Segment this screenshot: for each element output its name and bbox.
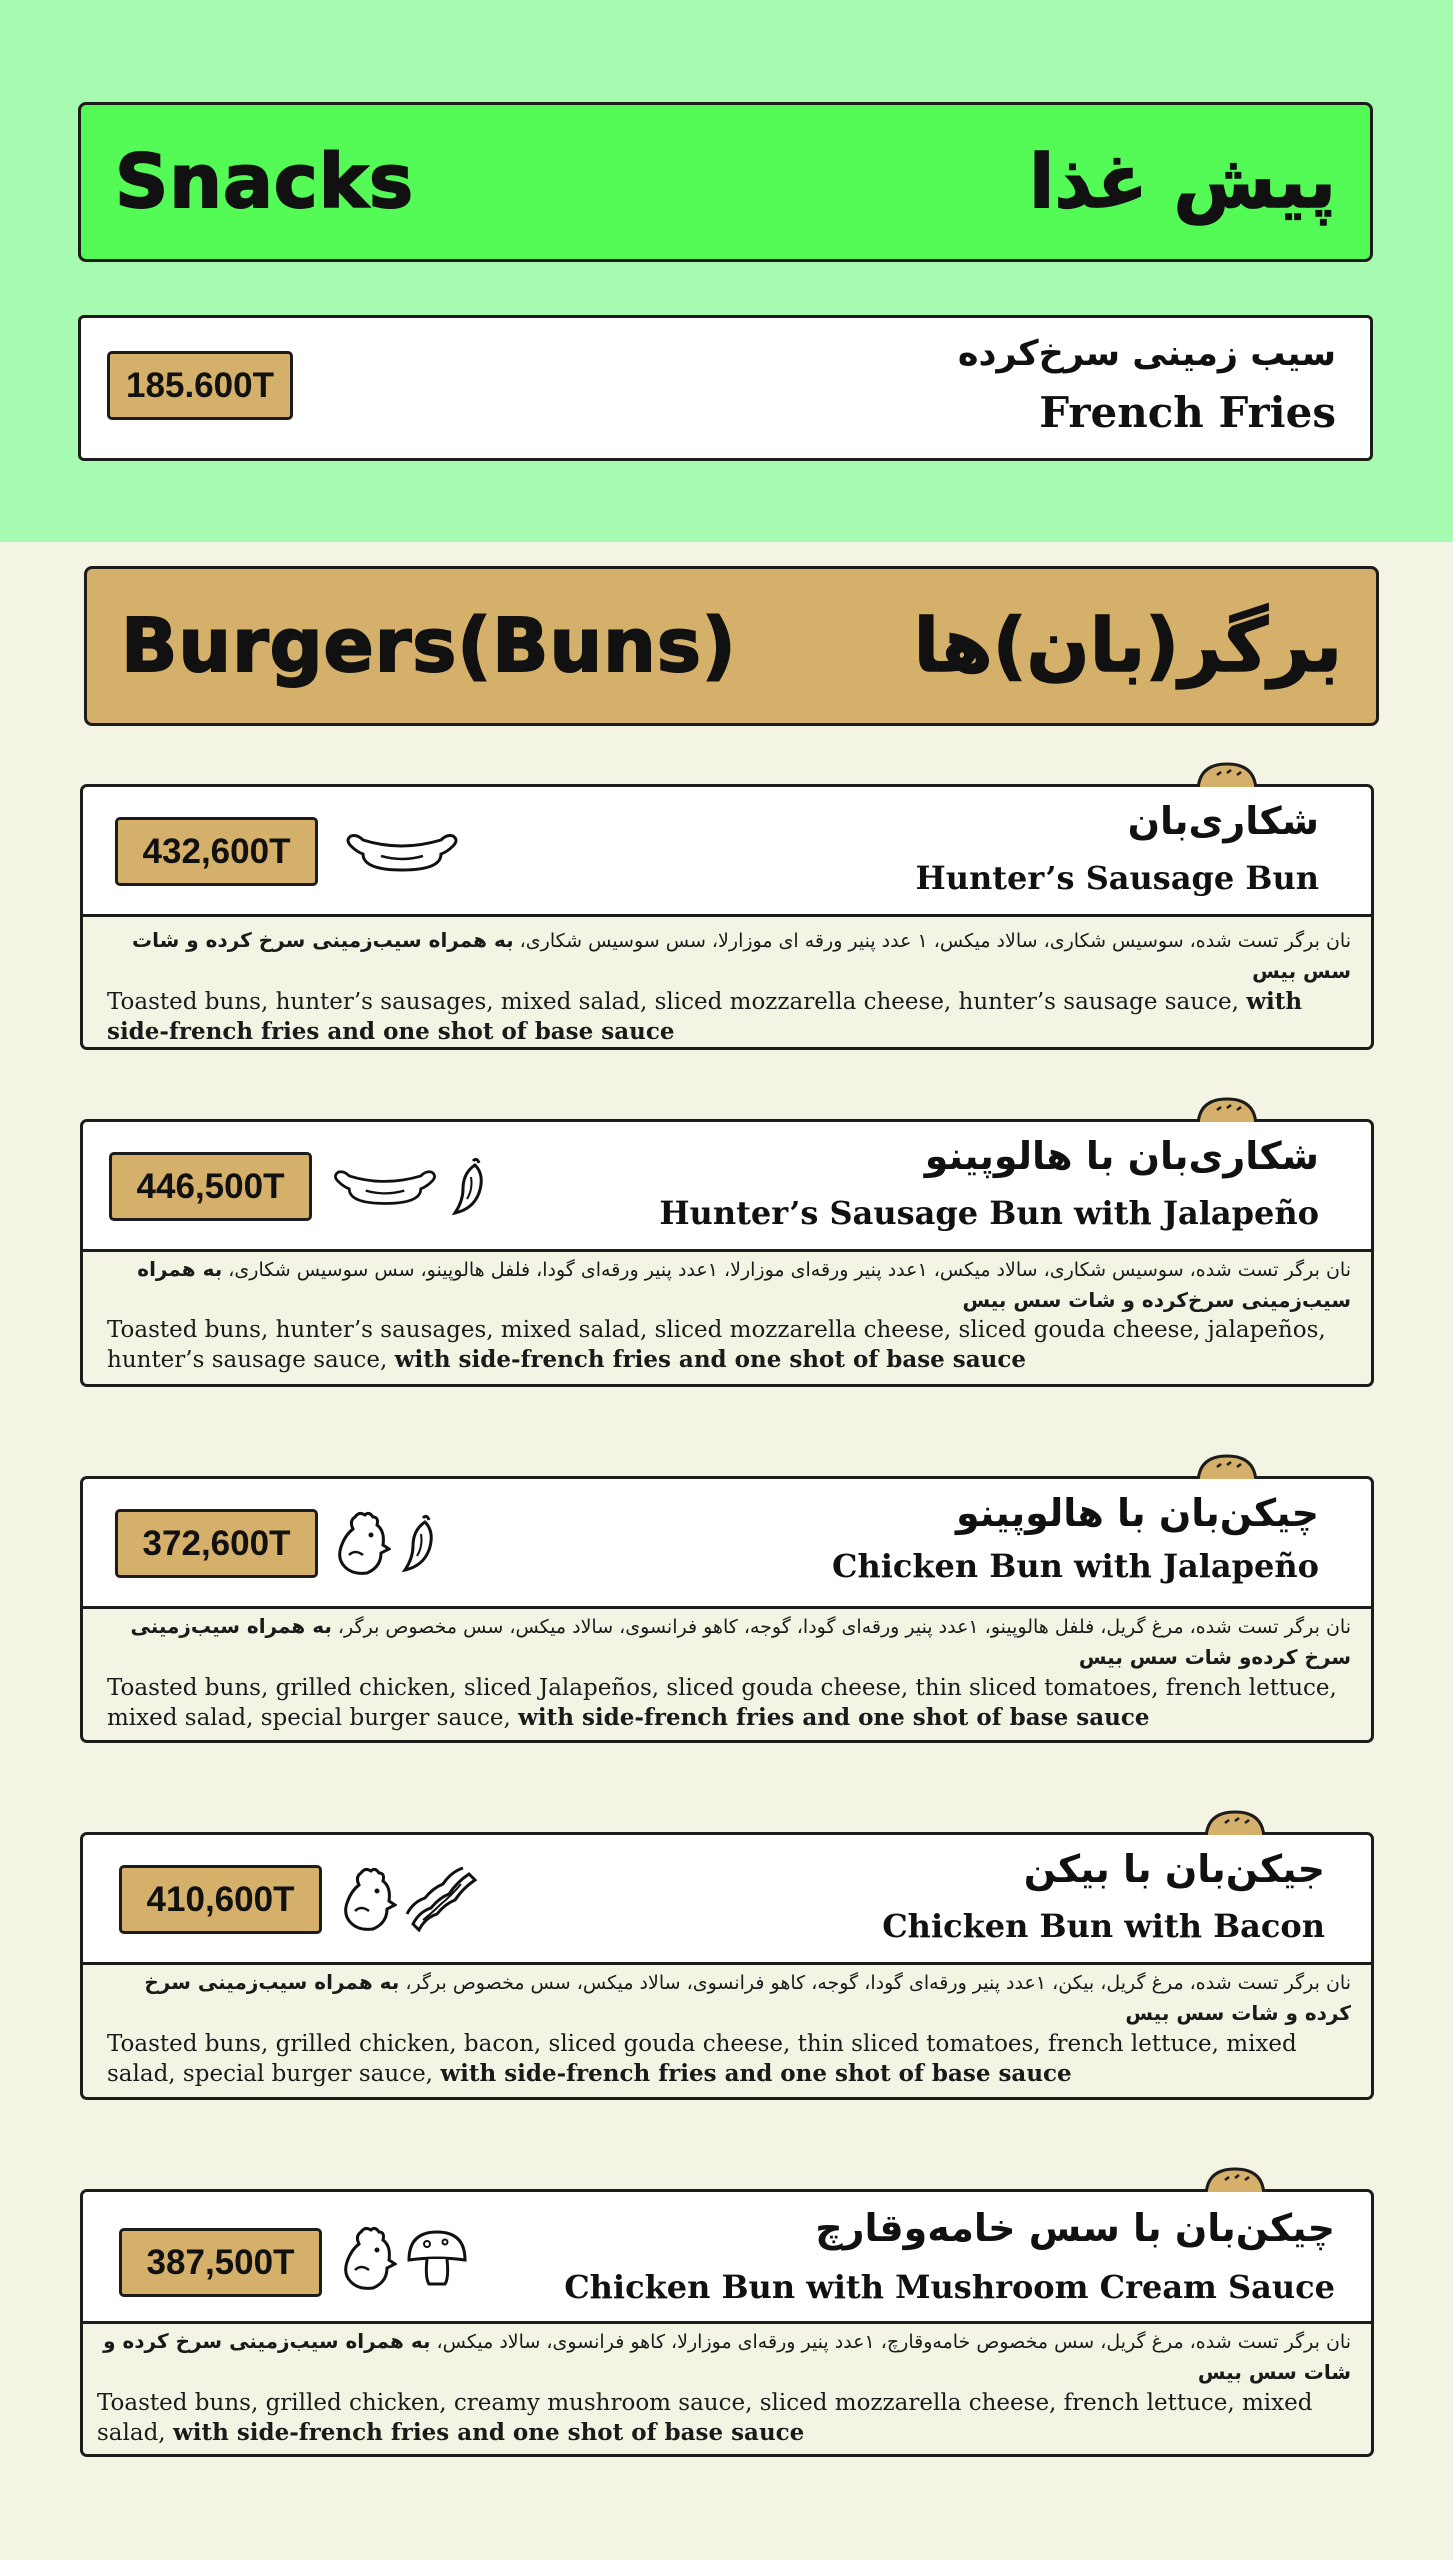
- item-name-en: Hunter’s Sausage Bun with Jalapeño: [659, 1194, 1319, 1232]
- description-fa: نان برگر تست شده، مرغ گریل، سس مخصوص خامه‌وقارچ، ۱عدد پنیر ورقه‌ای موزارلا، کاهو فرانسوی، سالاد میکس، به همراه سیب‌زمینی سرخ کرده و شات سس بیس: [103, 2329, 1351, 2384]
- item-description: [83, 1252, 1371, 1383]
- description-fa: نان برگر تست شده، سوسیس شکاری، سالاد میکس، ۱عدد پنیر ورقه‌ای موزارلا، ۱عدد پنیر ورقه‌ای گودا، فلفل هالوپینو، سس سوسیس شکاری، به همراه سیب‌زمینی سرخ‌کرده و شات سس بیس: [137, 1257, 1351, 1312]
- chicken-icon: [339, 2224, 397, 2292]
- price-badge: 185.600T: [107, 351, 293, 420]
- sausage-icon: [341, 826, 463, 876]
- item-name-fa: شکاری‌بان: [1127, 799, 1319, 843]
- item-name-fa: جیکن‌بان با بیکن: [1023, 1847, 1325, 1891]
- snacks-title-fa: پیش غذا: [1028, 139, 1336, 225]
- burgers-header: [84, 566, 1379, 726]
- sausage-icon: [329, 1161, 441, 1211]
- menu-item-french-fries[interactable]: [78, 315, 1373, 461]
- price-badge: 372,600T: [115, 1509, 318, 1578]
- price-badge: 387,500T: [119, 2228, 322, 2297]
- menu-item-chicken-bun-mushroom[interactable]: [80, 2189, 1374, 2457]
- burgers-title-fa: برگر(بان)ها: [913, 603, 1342, 689]
- chicken-icon: [333, 1509, 391, 1577]
- description-fa: نان برگر تست شده، مرغ گریل، بیکن، ۱عدد پنیر ورقه‌ای گودا، گوجه، کاهو فرانسوی، سالاد میکس، سس مخصوص برگر، به همراه سیب‌زمینی سرخ کرده و شات سس بیس: [144, 1970, 1351, 2025]
- item-name-fa: شکاری‌بان با هالوپینو: [924, 1134, 1319, 1178]
- item-name-en: French Fries: [1039, 388, 1336, 437]
- item-description: [83, 1965, 1371, 2097]
- price-badge: 432,600T: [115, 817, 318, 886]
- menu-item-hunters-sausage-bun-jalapeno[interactable]: [80, 1119, 1374, 1387]
- menu-item-hunters-sausage-bun[interactable]: [80, 784, 1374, 1050]
- item-description: [83, 917, 1371, 1055]
- description-en: Toasted buns, hunter’s sausages, mixed salad, sliced mozzarella cheese, sliced gouda cheese, jalapeños, hunter’s sausage sauce, with side-french fries and one shot of base sauce: [107, 1317, 1326, 1373]
- description-fa: نان برگر تست شده، مرغ گریل، فلفل هالوپینو، ۱عدد پنیر ورقه‌ای گودا، گوجه، کاهو فرانسوی، سالاد میکس، سس مخصوص برگر، به همراه سیب‌زمینی سرخ کرده‌و شات سس بیس: [130, 1614, 1351, 1669]
- item-name-en: Chicken Bun with Jalapeño: [831, 1547, 1319, 1585]
- item-description: [83, 1609, 1371, 1741]
- item-name-en: Hunter’s Sausage Bun: [915, 859, 1319, 897]
- snacks-title-en: Snacks: [115, 139, 415, 225]
- jalapeno-icon: [399, 1512, 439, 1574]
- menu-item-chicken-bun-jalapeno[interactable]: [80, 1476, 1374, 1743]
- item-name-en: Chicken Bun with Mushroom Cream Sauce: [564, 2268, 1335, 2306]
- bacon-icon: [405, 1866, 477, 1932]
- item-name-en: Chicken Bun with Bacon: [882, 1907, 1325, 1945]
- description-en: Toasted buns, hunter’s sausages, mixed salad, sliced mozzarella cheese, hunter’s sausage sauce, with side-french fries and one shot of base sauce: [107, 988, 1303, 1045]
- burgers-title-en: Burgers(Buns): [121, 603, 737, 689]
- description-fa: نان برگر تست شده، سوسیس شکاری، سالاد میکس، ۱ عدد پنیر ورقه ای موزارلا، سس سوسیس شکاری، به همراه سیب‌زمینی سرخ کرده و شات سس بیس: [131, 928, 1351, 983]
- description-en: Toasted buns, grilled chicken, creamy mushroom sauce, sliced mozzarella cheese, french lettuce, mixed salad, with side-french fries and one shot of base sauce: [97, 2390, 1313, 2446]
- mushroom-icon: [405, 2228, 469, 2288]
- item-name-fa: چیکن‌بان با هالوپینو: [956, 1491, 1319, 1535]
- price-badge: 446,500T: [109, 1152, 312, 1221]
- menu-item-chicken-bun-bacon[interactable]: [80, 1832, 1374, 2100]
- item-name-fa: سیب زمینی سرخ‌کرده: [957, 334, 1336, 374]
- snacks-header: [78, 102, 1373, 262]
- description-en: Toasted buns, grilled chicken, sliced Jalapeños, sliced gouda cheese, thin sliced tomatoes, french lettuce, mixed salad, special burger sauce, with side-french fries and one shot of base sauce: [107, 1675, 1337, 1731]
- chicken-icon: [339, 1865, 397, 1933]
- description-en: Toasted buns, grilled chicken, bacon, sliced gouda cheese, thin sliced tomatoes, french lettuce, mixed salad, special burger sauce, with side-french fries and one shot of base sauce: [107, 2031, 1297, 2087]
- price-badge: 410,600T: [119, 1865, 322, 1934]
- jalapeno-icon: [449, 1155, 489, 1217]
- item-description: [83, 2324, 1371, 2452]
- item-name-fa: چیکن‌بان با سس خامه‌وقارچ: [815, 2206, 1335, 2250]
